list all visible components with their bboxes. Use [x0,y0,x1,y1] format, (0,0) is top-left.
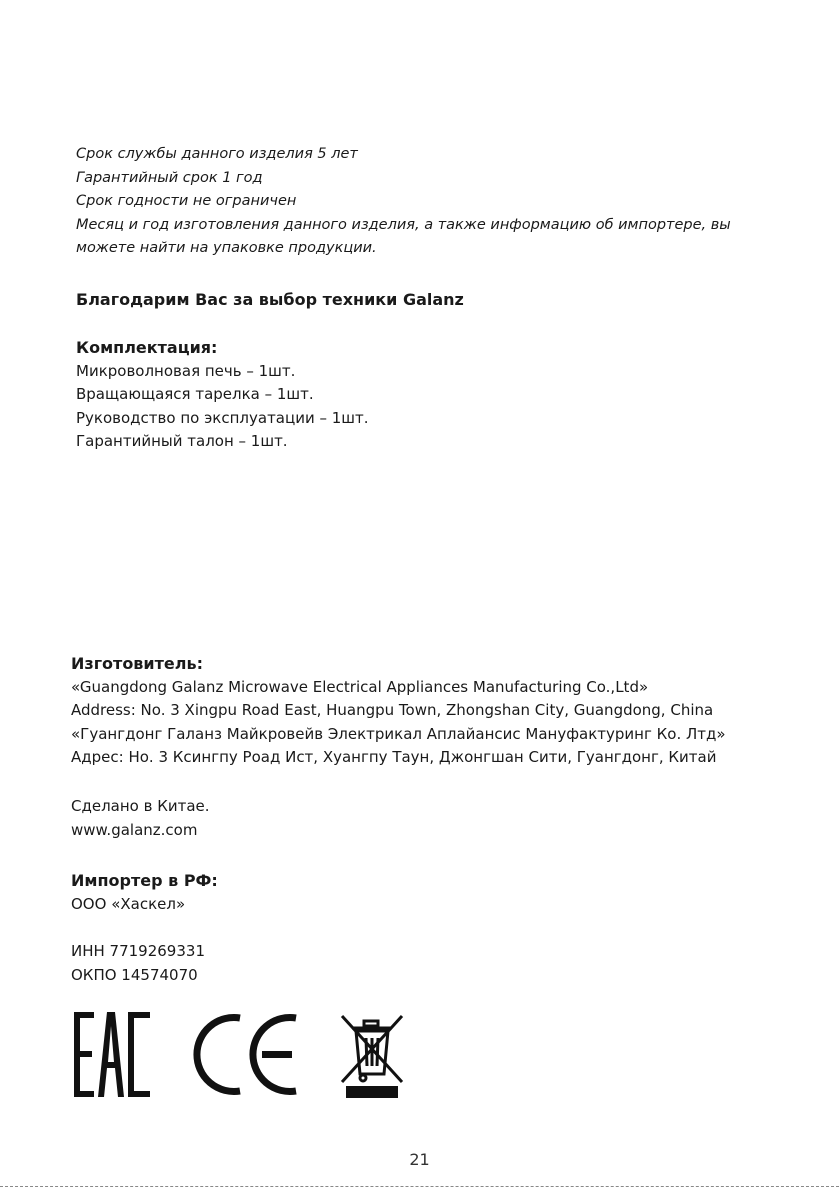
thanks-text: Благодарим Вас за выбор техники Galanz [76,290,464,309]
importer-name: ООО «Хаскел» [71,894,186,913]
manufacture-date-line-1: Месяц и год изготовления данного изделия, а также информацию об импортере, вы [76,216,731,233]
shelf-life-line: Срок годности не ограничен [76,193,297,209]
service-life-line: Срок службы данного изделия 5 лет [76,146,358,162]
crossed-bin-icon [336,1012,408,1100]
package-item: Руководство по эксплуатации – 1шт. [76,408,369,427]
manufacturer-address-en: Address: No. 3 Xingpu Road East, Huangpu Town, Zhongshan City, Guangdong, China [71,701,714,719]
manufacturer-heading: Изготовитель: [71,654,203,673]
importer-heading: Импортер в РФ: [71,871,218,890]
package-section [76,336,826,454]
package-item: Вращающаяся тарелка – 1шт. [76,385,314,403]
page-number: 21 [409,1150,430,1169]
inn-text: ИНН 7719269331 [71,942,205,960]
certification-marks [72,1012,412,1100]
warranty-line: Гарантийный срок 1 год [76,169,263,186]
made-in-text: Сделано в Китае. [71,797,210,815]
importer-codes [71,940,821,987]
manufacturer-address-ru: Адрес: Но. 3 Ксингпу Роад Ист, Хуангпу Таун, Джонгшан Сити, Гуангдонг, Китай [71,748,717,766]
importer-section [71,869,821,916]
origin-section [71,795,821,842]
package-item: Микроволновая печь – 1шт. [76,361,296,380]
manufacture-date-line-2: можете найти на упаковке продукции. [76,240,377,256]
manufacturer-section [71,652,821,770]
eac-mark-icon [74,1012,152,1097]
package-heading: Комплектация: [76,338,218,357]
cut-line-divider [0,1186,839,1187]
okpo-text: ОКПО 14574070 [71,965,198,984]
service-life-section [76,143,826,261]
website-link[interactable]: www.galanz.com [71,820,198,839]
ce-mark-icon [192,1012,302,1097]
manufacturer-name-ru: «Гуангдонг Галанз Майкровейв Электрикал Аплайансис Мануфактуринг Ко. Лтд» [71,724,726,743]
thanks-section [76,288,826,312]
package-item: Гарантийный талон – 1шт. [76,432,288,450]
manufacturer-name-en: «Guangdong Galanz Microwave Electrical Appliances Manufacturing Co.,Ltd» [71,677,649,696]
